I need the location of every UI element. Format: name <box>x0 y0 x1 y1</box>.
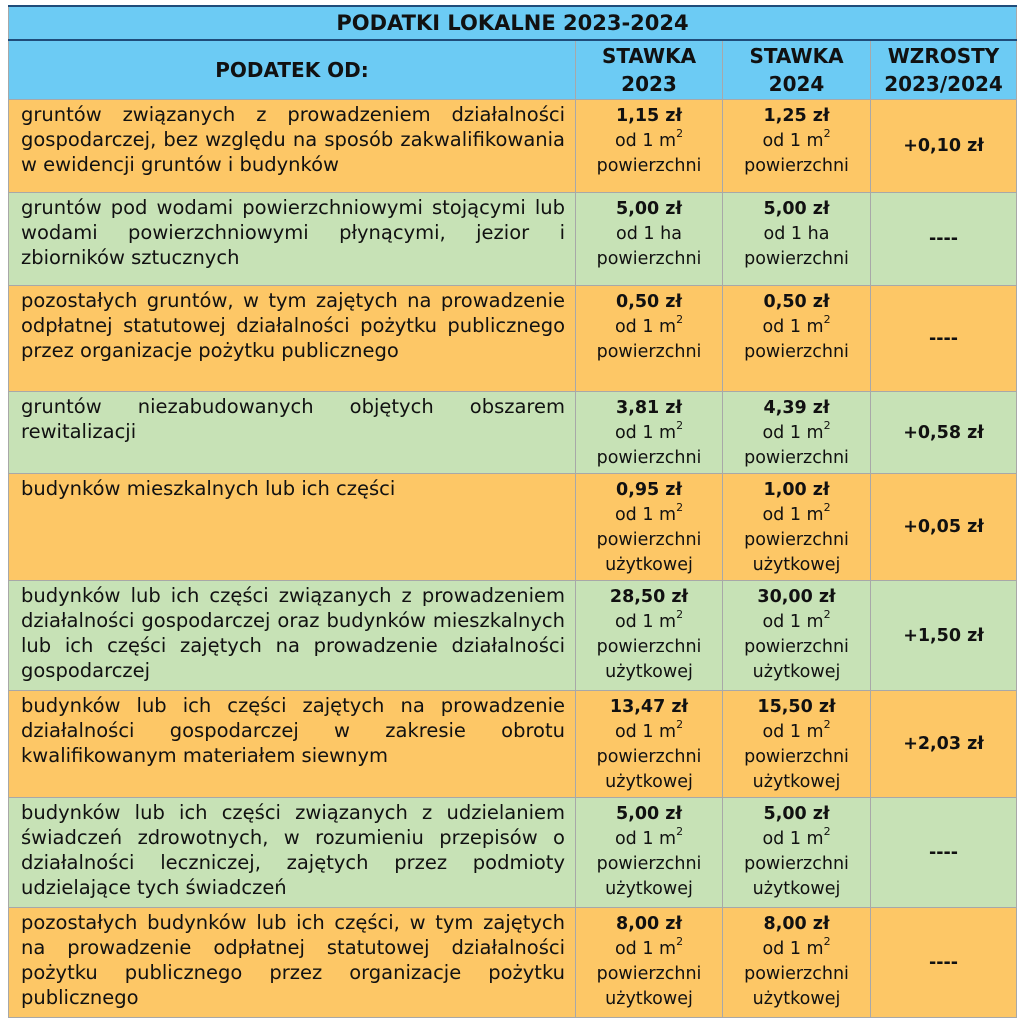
tax-subject-cell: gruntów pod wodami powierzchniowymi stojącymi lub wodami powierzchniowymi płynącymi, jezior i zbiorników sztucznych <box>9 193 576 286</box>
header-rate-2023 <box>576 40 723 100</box>
tax-subject-cell: budynków lub ich części związanych z udzielaniem świadczeń zdrowotnych, w rozumieniu przepisów o działalności leczniczej, zajętych przez podmioty udzielające tych świadczeń <box>9 798 576 908</box>
header-rate-2023-line1: STAWKA <box>601 44 697 68</box>
rate-unit-superscript: 2 <box>676 419 684 433</box>
rate-2024-cell <box>723 798 871 908</box>
increase-cell: +0,10 zł <box>871 100 1017 193</box>
header-subject: PODATEK OD: <box>9 40 576 100</box>
table-title: PODATKI LOKALNE 2023-2024 <box>9 6 1017 40</box>
rate-unit-superscript: 2 <box>823 608 831 622</box>
header-increase <box>871 40 1017 100</box>
rate-amount: 1,25 zł <box>763 106 830 126</box>
rate-amount: 0,50 zł <box>763 292 830 312</box>
rate-unit-description: powierzchni <box>744 747 849 767</box>
rate-unit-description: użytkowej <box>605 772 693 792</box>
rate-unit-description: powierzchni <box>744 448 849 468</box>
tax-subject-cell: pozostałych gruntów, w tym zajętych na prowadzenie odpłatnej statutowej działalności pożytku publicznego przez organizacje pożytku publicznego <box>9 286 576 392</box>
rate-unit <box>727 827 866 852</box>
rate-2024-cell <box>723 474 871 581</box>
rate-2024-cell <box>723 100 871 193</box>
table-row <box>9 392 1017 474</box>
rate-unit-text: od 1 m <box>762 505 824 525</box>
tax-subject-cell: budynków mieszkalnych lub ich części <box>9 474 576 581</box>
rate-unit-text: od 1 m <box>762 423 824 443</box>
rate-unit <box>727 937 866 962</box>
rate-amount: 8,00 zł <box>616 914 682 934</box>
rate-2023-cell <box>576 100 723 193</box>
rate-amount: 13,47 zł <box>609 697 689 717</box>
rate-unit-text: od 1 ha <box>763 224 830 244</box>
header-rate-2024 <box>723 40 871 100</box>
tax-subject-cell: gruntów niezabudowanych objętych obszarem rewitalizacji <box>9 392 576 474</box>
rate-unit-superscript: 2 <box>676 718 684 732</box>
rate-2023-cell <box>576 193 723 286</box>
rate-unit-superscript: 2 <box>676 608 684 622</box>
rate-unit-description: powierzchni <box>596 964 702 984</box>
rate-amount: 8,00 zł <box>763 914 830 934</box>
table-row <box>9 193 1017 286</box>
rate-unit-text: od 1 m <box>614 423 677 443</box>
rate-unit-text: od 1 m <box>614 131 677 151</box>
rate-amount: 5,00 zł <box>616 199 682 219</box>
rate-unit-text: od 1 m <box>614 829 677 849</box>
rate-unit-description: powierzchni <box>744 964 849 984</box>
rate-amount: 1,00 zł <box>763 480 830 500</box>
rate-unit-text: od 1 m <box>762 612 824 632</box>
rate-unit-text: od 1 m <box>762 829 824 849</box>
rate-unit-description: użytkowej <box>605 879 693 899</box>
rate-amount: 0,95 zł <box>616 480 682 500</box>
rate-unit-description: powierzchni <box>744 156 849 176</box>
rate-unit-description: powierzchni <box>596 747 702 767</box>
rate-unit-superscript: 2 <box>823 935 831 949</box>
rate-unit-description: powierzchni <box>744 342 849 362</box>
rate-unit <box>580 610 718 635</box>
rate-unit-description: użytkowej <box>752 662 841 682</box>
rate-unit-description: użytkowej <box>605 555 693 575</box>
rate-unit-text: od 1 ha <box>616 224 682 244</box>
table-row <box>9 286 1017 392</box>
rate-unit <box>727 720 866 745</box>
rate-unit-superscript: 2 <box>676 825 684 839</box>
rate-2023-cell <box>576 691 723 798</box>
rate-amount: 15,50 zł <box>757 697 836 717</box>
table-row <box>9 691 1017 798</box>
rate-amount: 5,00 zł <box>763 804 830 824</box>
rate-2024-cell <box>723 691 871 798</box>
rate-unit-superscript: 2 <box>676 127 684 141</box>
header-rate-2024-line2: 2024 <box>768 72 825 96</box>
increase-cell: +0,58 zł <box>871 392 1017 474</box>
table-row <box>9 798 1017 908</box>
rate-unit-text: od 1 m <box>614 722 677 742</box>
rate-amount: 5,00 zł <box>763 199 830 219</box>
rate-unit-text: od 1 m <box>614 939 677 959</box>
rate-unit-description: użytkowej <box>752 772 841 792</box>
rate-unit-description: powierzchni <box>744 530 849 550</box>
increase-cell: ---- <box>871 908 1017 1018</box>
rate-unit-description: powierzchni <box>596 448 702 468</box>
rate-2023-cell <box>576 392 723 474</box>
rate-2023-cell <box>576 798 723 908</box>
header-row <box>9 40 1017 100</box>
increase-cell: +1,50 zł <box>871 581 1017 691</box>
rate-unit-superscript: 2 <box>676 501 684 515</box>
rate-unit-description: użytkowej <box>752 555 841 575</box>
table-row <box>9 581 1017 691</box>
rate-unit-superscript: 2 <box>823 718 831 732</box>
tax-rates-table <box>8 5 1017 1018</box>
rate-unit-superscript: 2 <box>823 501 831 515</box>
rate-2023-cell <box>576 474 723 581</box>
rate-unit-description: powierzchni <box>596 637 702 657</box>
rate-2023-cell <box>576 581 723 691</box>
rate-unit-description: powierzchni <box>596 156 702 176</box>
rate-amount: 5,00 zł <box>616 804 682 824</box>
rate-unit-text: od 1 m <box>762 939 824 959</box>
rate-unit-description: użytkowej <box>605 989 693 1009</box>
rate-unit <box>580 827 718 852</box>
increase-cell: ---- <box>871 798 1017 908</box>
tax-subject-cell: budynków lub ich części związanych z prowadzeniem działalności gospodarczej oraz budynków mieszkalnych lub ich części zajętych na prowadzenie działalności gospodarczej <box>9 581 576 691</box>
tax-subject-cell: gruntów związanych z prowadzeniem działalności gospodarczej, bez względu na sposób zakwalifikowania w ewidencji gruntów i budynków <box>9 100 576 193</box>
header-increase-line2: 2023/2024 <box>884 72 1003 96</box>
table-row <box>9 474 1017 581</box>
rate-unit-description: użytkowej <box>752 989 841 1009</box>
rate-unit-text: od 1 m <box>762 131 824 151</box>
header-rate-2024-line1: STAWKA <box>749 44 844 68</box>
rate-unit-description: powierzchni <box>596 342 702 362</box>
rate-unit-description: użytkowej <box>605 662 693 682</box>
increase-cell: ---- <box>871 193 1017 286</box>
rate-2023-cell <box>576 908 723 1018</box>
rate-2024-cell <box>723 193 871 286</box>
header-rate-2023-line2: 2023 <box>621 72 677 96</box>
rate-unit-text: od 1 m <box>614 317 677 337</box>
title-row <box>9 6 1017 40</box>
rate-unit <box>580 129 718 154</box>
tax-subject-cell: budynków lub ich części zajętych na prowadzenie działalności gospodarczej w zakresie obrotu kwalifikowanym materiałem siewnym <box>9 691 576 798</box>
rate-unit-superscript: 2 <box>676 935 684 949</box>
rate-unit <box>727 421 866 446</box>
rate-unit-text: od 1 m <box>762 722 824 742</box>
rate-unit-text: od 1 m <box>762 317 824 337</box>
rate-unit-description: powierzchni <box>596 249 702 269</box>
rate-unit-description: użytkowej <box>752 879 841 899</box>
table-row <box>9 100 1017 193</box>
rate-unit-text: od 1 m <box>614 505 677 525</box>
rate-unit <box>580 503 718 528</box>
rate-unit <box>580 421 718 446</box>
rate-unit <box>580 937 718 962</box>
rate-unit-description: powierzchni <box>744 637 849 657</box>
tax-rates-sheet <box>8 5 1016 1018</box>
rate-unit-description: powierzchni <box>596 530 702 550</box>
rate-unit <box>580 222 718 247</box>
rate-amount: 30,00 zł <box>757 587 836 607</box>
rate-unit-superscript: 2 <box>823 313 831 327</box>
rate-2024-cell <box>723 908 871 1018</box>
rate-unit <box>580 315 718 340</box>
increase-cell: +2,03 zł <box>871 691 1017 798</box>
rate-amount: 4,39 zł <box>763 398 830 418</box>
rate-amount: 0,50 zł <box>616 292 682 312</box>
rate-unit-description: powierzchni <box>744 249 849 269</box>
rate-amount: 1,15 zł <box>616 106 682 126</box>
rate-unit <box>580 720 718 745</box>
rate-unit <box>727 129 866 154</box>
header-increase-line1: WZROSTY <box>887 44 1000 68</box>
rate-unit-text: od 1 m <box>614 612 677 632</box>
rate-unit-description: powierzchni <box>596 854 702 874</box>
tax-subject-cell: pozostałych budynków lub ich części, w tym zajętych na prowadzenie odpłatnej statutowej działalności pożytku publicznego przez organizacje pożytku publicznego <box>9 908 576 1018</box>
rate-amount: 3,81 zł <box>616 398 682 418</box>
rate-unit-superscript: 2 <box>823 127 831 141</box>
table-body <box>9 100 1017 1018</box>
rate-unit-description: powierzchni <box>744 854 849 874</box>
rate-unit-superscript: 2 <box>823 825 831 839</box>
rate-unit <box>727 610 866 635</box>
rate-unit-superscript: 2 <box>823 419 831 433</box>
rate-2024-cell <box>723 581 871 691</box>
table-row <box>9 908 1017 1018</box>
rate-2024-cell <box>723 286 871 392</box>
rate-2024-cell <box>723 392 871 474</box>
rate-unit <box>727 503 866 528</box>
rate-unit <box>727 315 866 340</box>
increase-cell: ---- <box>871 286 1017 392</box>
rate-2023-cell <box>576 286 723 392</box>
increase-cell: +0,05 zł <box>871 474 1017 581</box>
rate-unit-superscript: 2 <box>676 313 684 327</box>
rate-unit <box>727 222 866 247</box>
rate-amount: 28,50 zł <box>609 587 689 607</box>
